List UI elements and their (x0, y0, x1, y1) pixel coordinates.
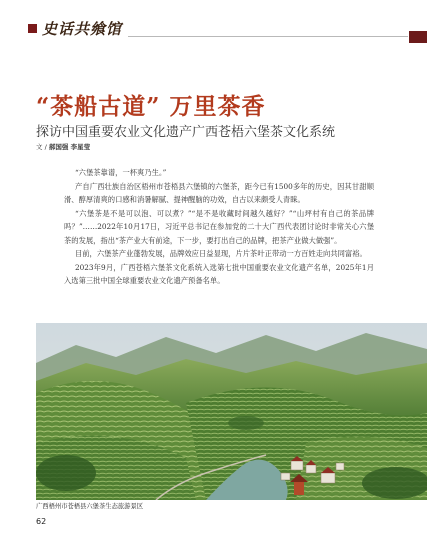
page-number: 62 (36, 517, 47, 526)
header-rule (128, 36, 408, 37)
paragraph: “六堡茶靠谱，一杯爽乃生。” (74, 168, 167, 177)
article-title: “茶船古道” 万里茶香 (36, 93, 266, 120)
section-marker (28, 24, 37, 33)
paragraph: 目前，六堡茶产业蓬勃发展，品牌效应日益显现，片片茶叶正带动一方百姓走向共同富裕。 (74, 249, 367, 258)
byline-authors: 郝国强 李星莹 (48, 143, 91, 151)
photo-caption: 广西梧州市苍梧县六堡茶生态旅游景区 (36, 503, 144, 510)
tea-terrace-photo (36, 323, 427, 500)
byline (36, 142, 90, 151)
section-title: 史话共飨馆 (42, 20, 123, 38)
paragraph: 产自广西壮族自治区梧州市苍梧县六堡镇的六堡茶，距今已有1500多年的历史，因其甘甜顺滑、醇厚清爽的口感和消暑解腻、提神醒脑的功效，自古以来颇受人青睐。 (64, 181, 374, 204)
article-subtitle: 探访中国重要农业文化遗产广西苍梧六堡茶文化系统 (36, 125, 336, 140)
page-header (0, 0, 427, 44)
byline-prefix: 文 / (36, 143, 49, 151)
paragraph: 2023年9月，广西苍梧六堡茶文化系统入选第七批中国重要农业文化遗产名单，2025年1月入选第三批中国全球重要农业文化遗产预备名单。 (64, 262, 374, 285)
article-body (64, 166, 374, 288)
paragraph: “六堡茶是不是可以泡、可以煮？”“是不是收藏时间越久越好？”“山坪村有自己的茶品牌吗？”……2022年10月17日，习近平总书记在参加党的二十大广西代表团讨论时非常关心六堡茶的发展，指出“茶产业大有前途，下一步，要打出自己的品牌，把茶产业做大做强”。 (64, 208, 374, 245)
header-corner-block (409, 31, 427, 43)
